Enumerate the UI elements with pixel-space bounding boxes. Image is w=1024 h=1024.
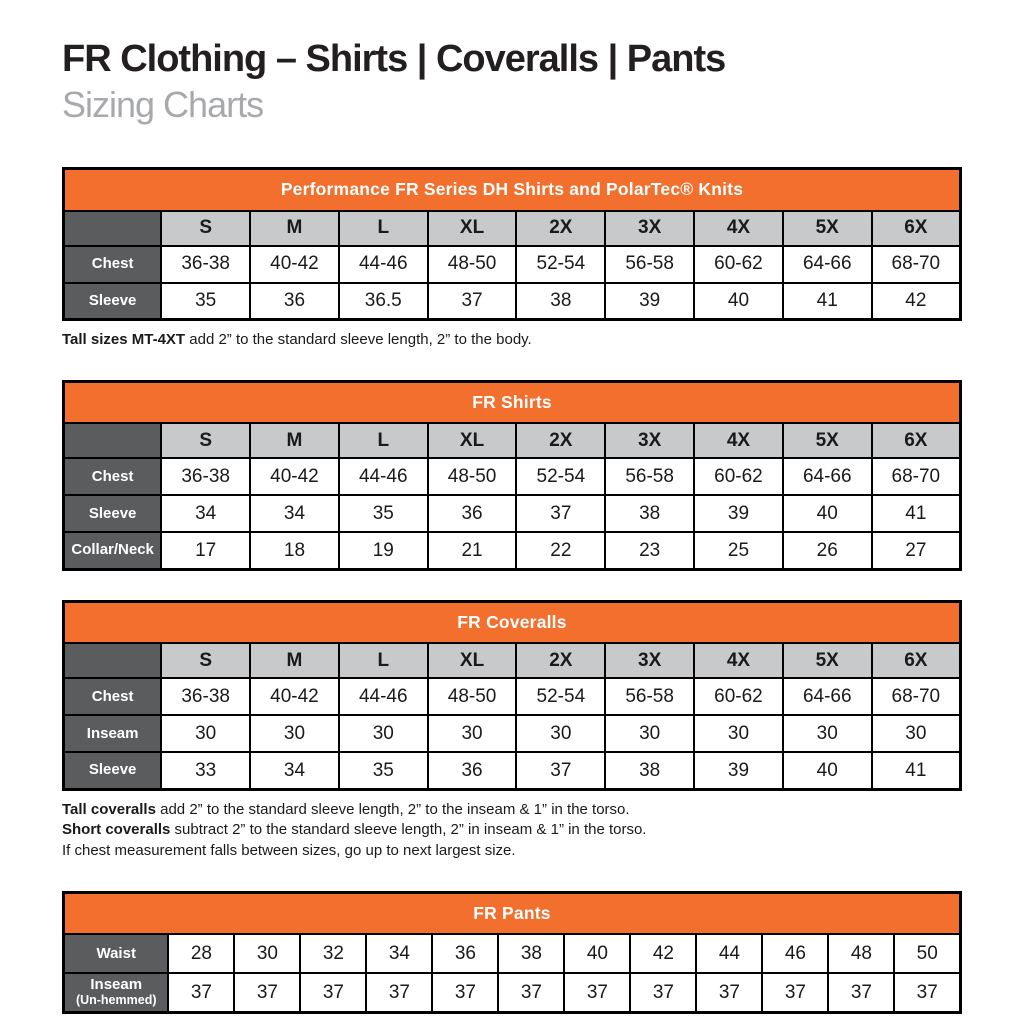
size-value: 37 — [366, 973, 432, 1012]
size-value: 44 — [696, 934, 762, 973]
note-lead: Short coveralls — [62, 821, 171, 839]
column-header-5x: 5X — [783, 423, 872, 458]
size-value: 36 — [428, 752, 517, 789]
row-label-inseam: Inseam (Un-hemmed) — [64, 973, 169, 1012]
size-value: 37 — [300, 973, 366, 1012]
row-label-sleeve: Sleeve — [64, 752, 162, 789]
size-value: 37 — [516, 752, 605, 789]
size-value: 38 — [498, 934, 564, 973]
column-header-5x: 5X — [783, 211, 872, 246]
corner-cell — [64, 643, 162, 678]
size-value: 40 — [783, 495, 872, 532]
size-value: 64-66 — [783, 246, 872, 283]
size-value: 36-38 — [161, 458, 250, 495]
table-title: FR Pants — [64, 892, 961, 934]
size-value: 37 — [428, 283, 517, 320]
page-title: FR Clothing – Shirts | Coveralls | Pants — [62, 38, 726, 80]
size-value: 36.5 — [339, 283, 428, 320]
table-fr-pants — [62, 891, 962, 1014]
size-value: 42 — [630, 934, 696, 973]
size-value: 56-58 — [605, 678, 694, 715]
size-value: 60-62 — [694, 678, 783, 715]
column-header-3x: 3X — [605, 211, 694, 246]
size-value: 18 — [250, 532, 339, 569]
column-header-xl: XL — [428, 211, 517, 246]
size-value: 39 — [605, 283, 694, 320]
size-value: 40 — [694, 283, 783, 320]
size-value: 48-50 — [428, 246, 517, 283]
size-value: 30 — [516, 715, 605, 752]
size-value: 56-58 — [605, 458, 694, 495]
column-header-m: M — [250, 423, 339, 458]
size-value: 68-70 — [872, 678, 961, 715]
column-header-xl: XL — [428, 643, 517, 678]
size-value: 39 — [694, 495, 783, 532]
row-label-inseam: Inseam — [64, 715, 162, 752]
size-value: 48-50 — [428, 458, 517, 495]
size-value: 41 — [783, 283, 872, 320]
column-header-6x: 6X — [872, 423, 961, 458]
size-value: 37 — [762, 973, 828, 1012]
size-value: 32 — [300, 934, 366, 973]
size-value: 37 — [630, 973, 696, 1012]
size-value: 30 — [783, 715, 872, 752]
section-fr-coveralls — [62, 600, 962, 862]
size-value: 30 — [234, 934, 300, 973]
size-value: 37 — [828, 973, 894, 1012]
size-value: 36-38 — [161, 678, 250, 715]
size-value: 30 — [428, 715, 517, 752]
table-fr-coveralls — [62, 600, 962, 791]
size-value: 36 — [432, 934, 498, 973]
size-value: 37 — [234, 973, 300, 1012]
section-performance-fr-knits — [62, 167, 962, 351]
size-value: 37 — [696, 973, 762, 1012]
size-value: 37 — [894, 973, 960, 1012]
section-fr-shirts — [62, 380, 962, 571]
row-label-sleeve: Sleeve — [64, 495, 162, 532]
row-label-chest: Chest — [64, 246, 162, 283]
note: Short coveralls subtract 2” to the standard sleeve length, 2” in inseam & 1” in the torso. — [62, 821, 647, 839]
size-value: 30 — [161, 715, 250, 752]
row-label-chest: Chest — [64, 458, 162, 495]
size-value: 38 — [605, 495, 694, 532]
page-subtitle: Sizing Charts — [62, 83, 264, 125]
size-value: 34 — [366, 934, 432, 973]
size-value: 37 — [498, 973, 564, 1012]
size-value: 56-58 — [605, 246, 694, 283]
note: If chest measurement falls between sizes, go up to next largest size. — [62, 842, 516, 860]
column-header-4x: 4X — [694, 423, 783, 458]
size-value: 48 — [828, 934, 894, 973]
size-value: 68-70 — [872, 246, 961, 283]
table-title: FR Coveralls — [64, 601, 961, 643]
size-value: 50 — [894, 934, 960, 973]
row-sublabel: (Un-hemmed) — [75, 992, 157, 1007]
table-performance-fr-knits — [62, 167, 962, 321]
note: Tall sizes MT-4XT add 2” to the standard sleeve length, 2” to the body. — [62, 331, 532, 349]
table-title: FR Shirts — [64, 381, 961, 423]
column-header-2x: 2X — [516, 423, 605, 458]
size-value: 30 — [250, 715, 339, 752]
note-lead: Tall sizes MT-4XT — [62, 331, 186, 349]
size-value: 48-50 — [428, 678, 517, 715]
size-value: 52-54 — [516, 678, 605, 715]
size-value: 34 — [161, 495, 250, 532]
size-value: 37 — [516, 495, 605, 532]
section-fr-pants — [62, 891, 962, 1014]
size-value: 44-46 — [339, 678, 428, 715]
notes-fr-coveralls — [62, 800, 962, 862]
size-value: 64-66 — [783, 458, 872, 495]
size-value: 37 — [432, 973, 498, 1012]
column-header-s: S — [161, 423, 250, 458]
corner-cell — [64, 211, 162, 246]
size-value: 44-46 — [339, 458, 428, 495]
size-value: 52-54 — [516, 458, 605, 495]
size-value: 38 — [516, 283, 605, 320]
size-value: 40-42 — [250, 246, 339, 283]
size-value: 30 — [872, 715, 961, 752]
size-value: 25 — [694, 532, 783, 569]
column-header-m: M — [250, 211, 339, 246]
note-lead: Tall coveralls — [62, 800, 156, 818]
size-value: 36 — [428, 495, 517, 532]
size-value: 40 — [783, 752, 872, 789]
note: Tall coveralls add 2” to the standard sleeve length, 2” to the inseam & 1” in the torso. — [62, 800, 630, 818]
size-value: 68-70 — [872, 458, 961, 495]
size-value: 39 — [694, 752, 783, 789]
column-header-2x: 2X — [516, 643, 605, 678]
column-header-2x: 2X — [516, 211, 605, 246]
column-header-s: S — [161, 643, 250, 678]
size-value: 60-62 — [694, 458, 783, 495]
column-header-xl: XL — [428, 423, 517, 458]
corner-cell — [64, 423, 162, 458]
column-header-m: M — [250, 643, 339, 678]
column-header-l: L — [339, 211, 428, 246]
size-value: 41 — [872, 752, 961, 789]
row-label-waist: Waist — [64, 934, 169, 973]
column-header-4x: 4X — [694, 211, 783, 246]
size-value: 33 — [161, 752, 250, 789]
size-value: 52-54 — [516, 246, 605, 283]
size-value: 21 — [428, 532, 517, 569]
column-header-l: L — [339, 423, 428, 458]
size-value: 46 — [762, 934, 828, 973]
row-label-sleeve: Sleeve — [64, 283, 162, 320]
table-fr-shirts — [62, 380, 962, 571]
size-value: 30 — [339, 715, 428, 752]
size-value: 36-38 — [161, 246, 250, 283]
size-value: 19 — [339, 532, 428, 569]
size-value: 30 — [605, 715, 694, 752]
column-header-6x: 6X — [872, 643, 961, 678]
size-value: 60-62 — [694, 246, 783, 283]
size-value: 37 — [564, 973, 630, 1012]
row-label-chest: Chest — [64, 678, 162, 715]
size-value: 28 — [168, 934, 234, 973]
size-value: 35 — [339, 495, 428, 532]
size-value: 35 — [161, 283, 250, 320]
size-value: 40 — [564, 934, 630, 973]
size-value: 40-42 — [250, 458, 339, 495]
notes-performance-fr-knits — [62, 330, 962, 351]
row-label-collar-neck: Collar/Neck — [64, 532, 162, 569]
column-header-3x: 3X — [605, 643, 694, 678]
size-value: 35 — [339, 752, 428, 789]
size-value: 23 — [605, 532, 694, 569]
size-value: 64-66 — [783, 678, 872, 715]
column-header-4x: 4X — [694, 643, 783, 678]
size-value: 42 — [872, 283, 961, 320]
size-value: 37 — [168, 973, 234, 1012]
size-value: 38 — [605, 752, 694, 789]
size-value: 34 — [250, 752, 339, 789]
size-value: 40-42 — [250, 678, 339, 715]
column-header-3x: 3X — [605, 423, 694, 458]
size-value: 34 — [250, 495, 339, 532]
size-value: 17 — [161, 532, 250, 569]
size-value: 44-46 — [339, 246, 428, 283]
column-header-s: S — [161, 211, 250, 246]
column-header-5x: 5X — [783, 643, 872, 678]
column-header-6x: 6X — [872, 211, 961, 246]
size-value: 36 — [250, 283, 339, 320]
column-header-l: L — [339, 643, 428, 678]
size-value: 22 — [516, 532, 605, 569]
size-value: 41 — [872, 495, 961, 532]
size-value: 27 — [872, 532, 961, 569]
table-title: Performance FR Series DH Shirts and PolarTec® Knits — [64, 169, 961, 211]
size-value: 30 — [694, 715, 783, 752]
size-value: 26 — [783, 532, 872, 569]
